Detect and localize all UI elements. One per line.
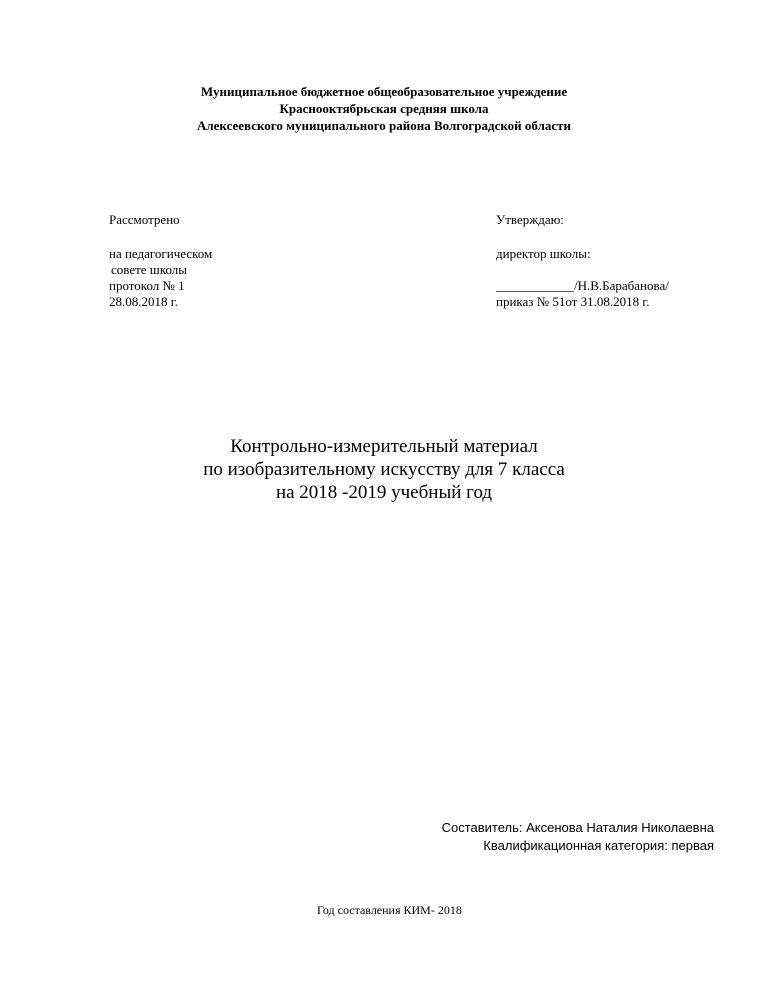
reviewed-line-2: совете школы <box>111 262 188 277</box>
header-line-3: Алексеевского муниципального района Волгоградской области <box>196 118 572 133</box>
compiler-line: Составитель: Аксенова Наталия Николаевна <box>441 820 714 835</box>
approved-line-1: директор школы: <box>496 246 591 261</box>
approved-block <box>496 212 669 310</box>
school-header <box>0 83 768 134</box>
title-line-2: по изобразительному искусству для 7 класса <box>203 459 565 480</box>
document-title <box>0 435 768 504</box>
approved-order-line: приказ № 51от 31.08.2018 г. <box>496 294 650 309</box>
spacer <box>109 228 212 246</box>
reviewed-heading: Рассмотрено <box>109 212 180 227</box>
approved-heading: Утверждаю: <box>496 212 564 227</box>
title-line-3: на 2018 -2019 учебный год <box>275 482 493 503</box>
header-line-1: Муниципальное бюджетное общеобразовательное учреждение <box>200 84 568 99</box>
author-block <box>442 819 714 855</box>
spacer <box>496 228 669 246</box>
reviewed-line-3: протокол № 1 <box>109 278 185 293</box>
header-line-2: Краснооктябрьская средняя школа <box>279 101 489 116</box>
reviewed-block <box>109 212 212 310</box>
approved-blank-line <box>496 262 669 278</box>
category-line: Квалификационная категория: первая <box>483 838 714 853</box>
approved-signature-line: ____________/Н.В.Барабанова/ <box>496 278 669 293</box>
title-line-1: Контрольно-измерительный материал <box>230 436 538 457</box>
reviewed-line-1: на педагогическом <box>109 246 213 261</box>
compilation-year: Год составления КИМ- 2018 <box>317 903 462 917</box>
reviewed-line-4: 28.08.2018 г. <box>109 294 178 309</box>
